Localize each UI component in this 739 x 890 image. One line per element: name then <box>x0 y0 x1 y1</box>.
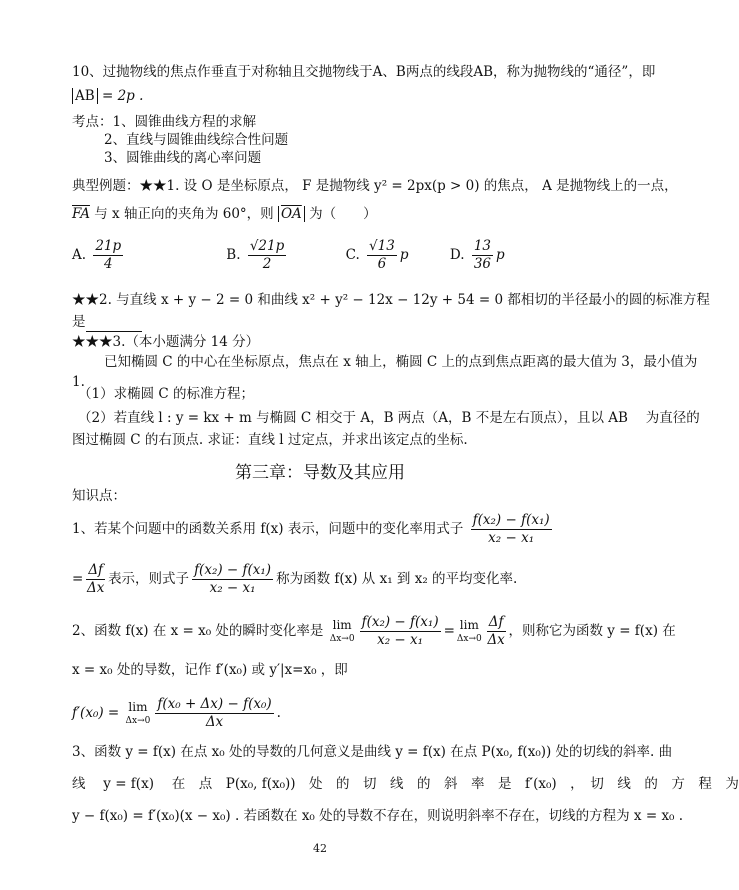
k2-d-end: . <box>276 705 281 721</box>
option-b <box>226 238 341 273</box>
k2-d-lhs: f′(x₀) = <box>72 705 120 721</box>
k1-line2 <box>72 562 517 597</box>
k2-lim2 <box>457 618 482 646</box>
option-d <box>450 238 505 273</box>
ex3-title: ★★★3.（本小题满分 14 分） <box>72 334 260 350</box>
k2-frac2-num: Δf <box>488 614 504 630</box>
option-a-den: 4 <box>103 256 113 272</box>
k3-line1: 3、函数 y = f(x) 在点 x₀ 处的导数的几何意义是曲线 y = f(x) 在点 P(x₀, f(x₀)) 处的切线的斜率. 曲 <box>72 744 673 760</box>
ex3-line1: 已知椭圆 C 的中心在坐标原点，焦点在 x 轴上，椭圆 C 上的点到焦点距离的最大值为 3，最小值为 <box>104 354 698 370</box>
k3-line2: 线 y = f(x) 在 点 P(x₀, f(x₀)) 处 的 切 线 的 斜 率 是 f′(x₀) ， 切 线 的 方 程 为 <box>72 776 739 792</box>
k2-frac-den: x₂ − x₁ <box>377 632 424 648</box>
k2-frac-num: f(x₂) − f(x₁) <box>361 614 439 630</box>
k2-lim2-word: lim <box>459 617 479 632</box>
k1-a: 1、若某个问题中的函数关系用 f(x) 表示，问题中的变化率用式子 <box>72 521 464 537</box>
k1-frac-num: f(x₂) − f(x₁) <box>472 512 550 528</box>
k2-lim3-word: lim <box>128 699 148 714</box>
ex3-q2b: 图过椭圆 C 的右顶点. 求证：直线 l 过定点，并求出该定点的坐标. <box>72 432 468 448</box>
answer-blank <box>86 317 142 332</box>
option-d-den: 36 <box>473 256 492 272</box>
ex1-options <box>72 238 505 273</box>
option-b-label: B. <box>226 247 241 263</box>
ex1-line2 <box>72 204 377 224</box>
kaodian-title: 考点：1、圆锥曲线方程的求解 <box>72 114 257 130</box>
k1-frac2-num: f(x₂) − f(x₁) <box>194 562 272 578</box>
knowledge-title: 知识点： <box>72 488 126 504</box>
k2-lim <box>330 618 355 646</box>
option-d-label: D. <box>449 247 465 263</box>
ex2-line2 <box>72 312 142 332</box>
k2-line3 <box>72 696 281 731</box>
option-c <box>346 238 446 273</box>
k2-a: 2、函数 f(x) 在 x = x₀ 处的瞬时变化率是 <box>72 623 324 639</box>
ab-rhs: = 2p . <box>101 88 144 104</box>
kaodian-3: 3、圆锥曲线的离心率问题 <box>104 150 262 166</box>
option-d-num: 13 <box>473 238 492 254</box>
oa-vector: $\overline{OA}$ <box>278 206 305 222</box>
kaodian-2: 2、直线与圆锥曲线综合性问题 <box>104 132 289 148</box>
k2-b: ，则称它为函数 y = f(x) 在 <box>508 623 676 639</box>
ex3-line2: 1. <box>72 374 85 390</box>
ab-abs: AB <box>72 88 98 104</box>
item10-formula <box>72 86 143 106</box>
k2-lim3-sub: Δx→0 <box>125 715 151 726</box>
option-c-label: C. <box>345 247 360 263</box>
k2-line2: x = x₀ 处的导数，记作 f′(x₀) 或 y′|x=x₀ ，即 <box>72 662 348 678</box>
item10-line1: 10、过抛物线的焦点作垂直于对称轴且交抛物线于A、B两点的线段AB，称为抛物线的“通径”，即 <box>72 64 656 80</box>
k2-lim-sub: Δx→0 <box>329 633 355 644</box>
k1-frac-den: x₂ − x₁ <box>488 530 535 546</box>
examples-title: 典型例题：★★1. 设 O 是坐标原点， F 是抛物线 y² = 2px(p > 0) 的焦点， A 是抛物线上的一点， <box>72 178 678 194</box>
option-c-tail: p <box>399 247 409 263</box>
chapter-title: 第三章：导数及其应用 <box>235 463 405 483</box>
ex1-line2-b: 与 x 轴正向的夹角为 60°，则 <box>89 206 278 222</box>
option-a <box>72 238 222 273</box>
k2-lim2-sub: Δx→0 <box>456 633 482 644</box>
k1-b2: 表示，则式子 <box>108 571 190 587</box>
k3-line3: y − f(x₀) = f′(x₀)(x − x₀) . 若函数在 x₀ 处的导数不存在，则说明斜率不存在，切线的方程为 x = x₀ . <box>72 808 684 824</box>
option-b-den: 2 <box>262 256 272 272</box>
option-b-num: √21p <box>249 238 285 254</box>
k1-b3: 称为函数 f(x) 从 x₁ 到 x₂ 的平均变化率. <box>276 571 518 587</box>
k1-b-num: Δf <box>88 562 104 578</box>
k2-frac2-den: Δx <box>487 632 505 648</box>
page-number: 42 <box>313 842 327 855</box>
k1-b-den: Δx <box>87 580 105 596</box>
k2-d-num: f(x₀ + Δx) − f(x₀) <box>157 696 272 712</box>
k2-lim-word: lim <box>332 617 352 632</box>
ex2-line1: ★★2. 与直线 x + y − 2 = 0 和曲线 x² + y² − 12x − 12y + 54 = 0 都相切的半径最小的圆的标准方程 <box>72 292 710 308</box>
k2-d-den: Δx <box>205 714 224 730</box>
ex2-line2-text: 是 <box>72 314 86 330</box>
ex1-line2-d: 为（ ） <box>304 206 377 222</box>
ex3-q2: （2）若直线 l : y = kx + m 与椭圆 C 相交于 A，B 两点（A，B 不是左右顶点），且以 AB 为直径的 <box>78 410 700 426</box>
k1-eq: = <box>72 571 84 587</box>
k2-line1: 2、函数 f(x) 在 x = x₀ 处的瞬时变化率是 lim Δx→0 $\frac{\text{f(x₂) − f(x₁)}}{\text{x₂ − x₁}}$ = lim Δx→0 $\frac{\Delta f}{\Delta x}$ ，则称它为函数 y = f(x) 在 <box>72 614 676 648</box>
k2-lim3 <box>126 700 151 728</box>
ex3-q1: （1）求椭圆 C 的标准方程； <box>78 386 255 402</box>
option-a-label: A. <box>72 247 87 263</box>
fa-vector: $\overline{FA}$ <box>72 206 90 222</box>
option-a-num: 21p <box>95 238 122 254</box>
option-c-den: 6 <box>377 256 387 272</box>
option-d-tail: p <box>496 247 505 263</box>
option-c-num: √13 <box>369 238 395 254</box>
k1-frac2-den: x₂ − x₁ <box>209 580 256 596</box>
k1-line1 <box>72 512 555 547</box>
